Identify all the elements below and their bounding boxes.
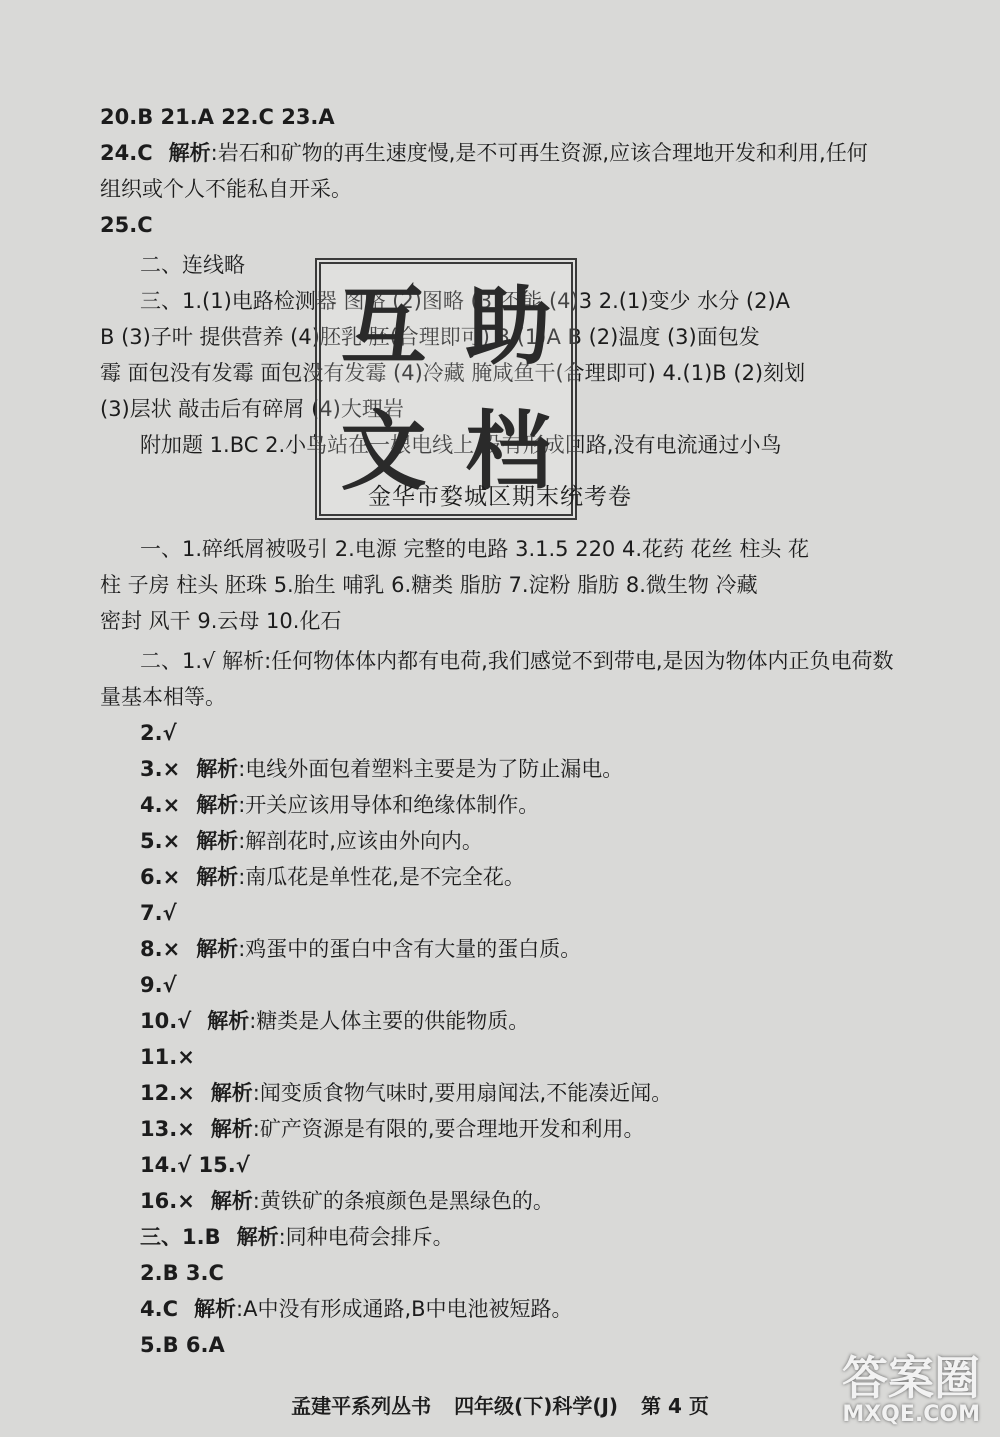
- answer-text: 密封 风干 9.云母 10.化石: [100, 609, 342, 633]
- answer-line: [140, 754, 980, 784]
- answer-lead: 12.×: [140, 1081, 195, 1105]
- answer-lead: 11.×: [140, 1045, 195, 1069]
- analysis-text: :同种电荷会排斥。: [278, 1225, 454, 1249]
- answer-line: [140, 1078, 980, 1108]
- stamp-char: 助: [465, 275, 552, 377]
- answer-text: 附加题 1.BC 2.小鸟站在一根电线上,没有形成回路,没有电流通过小鸟: [140, 433, 782, 457]
- answer-lead: 25.C: [100, 213, 153, 237]
- answer-line: [100, 102, 940, 132]
- analysis-text: :解剖花时,应该由外向内。: [238, 829, 483, 853]
- answer-lead: 24.C: [100, 141, 153, 165]
- answer-lead: 2.B 3.C: [140, 1261, 224, 1285]
- grade-subject: 四年级(下)科学(J): [454, 1394, 619, 1418]
- answer-line: [100, 138, 940, 168]
- analysis-label: 解析: [196, 757, 239, 781]
- answer-text: 二、连线略: [140, 253, 245, 277]
- answer-lead: 5.×: [140, 829, 181, 853]
- answer-line: [140, 1222, 980, 1252]
- answer-line: [140, 862, 980, 892]
- site-watermark: [842, 1351, 980, 1427]
- analysis-label: 解析: [196, 793, 239, 817]
- answer-lead: 13.×: [140, 1117, 195, 1141]
- analysis-text: :矿产资源是有限的,要合理地开发和利用。: [252, 1117, 645, 1141]
- answer-lead: 10.√: [140, 1009, 192, 1033]
- stamp-char: 档: [465, 400, 552, 502]
- answer-line: [140, 1294, 980, 1324]
- answer-line: [140, 1006, 980, 1036]
- answer-line: [100, 606, 940, 636]
- answer-text: 一、1.碎纸屑被吸引 2.电源 完整的电路 3.1.5 220 4.花药 花丝 柱头 花: [140, 537, 810, 561]
- answer-line: [140, 790, 980, 820]
- analysis-text: :闻变质食物气味时,要用扇闻法,不能凑近闻。: [252, 1081, 673, 1105]
- analysis-label: 解析: [196, 829, 239, 853]
- page-number: 第 4 页: [641, 1394, 709, 1418]
- answer-lead: 8.×: [140, 937, 181, 961]
- analysis-text: :糖类是人体主要的供能物质。: [249, 1009, 530, 1033]
- answer-line: [140, 1042, 980, 1072]
- analysis-label: 解析: [168, 141, 211, 165]
- answer-lead: 三、1.B: [140, 1225, 221, 1249]
- answer-text: 二、1.√ 解析:任何物体体内都有电荷,我们感觉不到带电,是因为物体内正负电荷数: [140, 649, 894, 673]
- analysis-label: 解析: [194, 1297, 237, 1321]
- answer-text: (3)层状 敲击后有碎屑 (4)大理岩: [100, 397, 404, 421]
- answer-line: [140, 934, 980, 964]
- answer-line: [100, 210, 940, 240]
- answer-line: [140, 534, 980, 564]
- analysis-label: 解析: [210, 1117, 253, 1141]
- answer-text: 三、1.(1)电路检测器 图略 (2)图略 (3)不能 (4)3 2.(1)变少 水分 (2)A: [140, 289, 791, 313]
- analysis-text: :开关应该用导体和绝缘体制作。: [238, 793, 540, 817]
- watermark-logo-text: 答案圈: [842, 1351, 980, 1405]
- answer-line: [140, 898, 980, 928]
- analysis-label: 解析: [236, 1225, 279, 1249]
- analysis-label: 解析: [210, 1189, 253, 1213]
- analysis-text: :A中没有形成通路,B中电池被短路。: [236, 1297, 573, 1321]
- answer-line: [100, 174, 940, 204]
- answer-line: [140, 718, 980, 748]
- answer-lead: 4.×: [140, 793, 181, 817]
- watermark-url: MXQE.COM: [842, 1402, 980, 1427]
- answer-lead: 3.×: [140, 757, 181, 781]
- answer-text: 量基本相等。: [100, 685, 226, 709]
- answer-lead: 7.√: [140, 901, 177, 925]
- answer-lead: 2.√: [140, 721, 177, 745]
- stamp-char: 互: [340, 275, 427, 377]
- answer-text: 柱 子房 柱头 胚珠 5.胎生 哺乳 6.糖类 脂肪 7.淀粉 脂肪 8.微生物 冷藏: [100, 573, 758, 597]
- analysis-text: :鸡蛋中的蛋白中含有大量的蛋白质。: [238, 937, 582, 961]
- answer-lead: 20.B 21.A 22.C 23.A: [100, 105, 335, 129]
- stamp-char: 文: [340, 400, 427, 502]
- series-name: 孟建平系列丛书: [291, 1394, 432, 1418]
- analysis-label: 解析: [210, 1081, 253, 1105]
- analysis-label: 解析: [196, 937, 239, 961]
- analysis-text: :南瓜花是单性花,是不完全花。: [238, 865, 525, 889]
- exam-title: 金华市婺城区期末统考卷: [368, 484, 632, 510]
- answer-text: 组织或个人不能私自开采。: [100, 177, 352, 201]
- answer-line: [140, 970, 980, 1000]
- answer-line: [140, 646, 980, 676]
- answer-line: [140, 1150, 980, 1180]
- answer-line: [140, 1186, 980, 1216]
- answer-line: [100, 570, 940, 600]
- answer-text: B (3)子叶 提供营养 (4)胚乳 胚(合理即可) 3.(1)A B (2)温度 (3)面包发: [100, 325, 760, 349]
- answer-lead: 9.√: [140, 973, 177, 997]
- analysis-text: :电线外面包着塑料主要是为了防止漏电。: [238, 757, 624, 781]
- answer-line: [140, 826, 980, 856]
- answer-line: [140, 1258, 980, 1288]
- answer-line: [100, 682, 940, 712]
- answer-lead: 14.√ 15.√: [140, 1153, 250, 1177]
- answer-text: 霉 面包没有发霉 面包没有发霉 (4)冷藏 腌咸鱼干(合理即可) 4.(1)B (2)刻划: [100, 361, 806, 385]
- answer-line: [140, 1114, 980, 1144]
- answer-lead: 16.×: [140, 1189, 195, 1213]
- analysis-label: 解析: [207, 1009, 250, 1033]
- answer-lead: 6.×: [140, 865, 181, 889]
- analysis-text: :岩石和矿物的再生速度慢,是不可再生资源,应该合理地开发和利用,任何: [210, 141, 868, 165]
- analysis-label: 解析: [196, 865, 239, 889]
- analysis-text: :黄铁矿的条痕颜色是黑绿色的。: [252, 1189, 554, 1213]
- answer-lead: 4.C: [140, 1297, 179, 1321]
- answer-lead: 5.B 6.A: [140, 1333, 225, 1357]
